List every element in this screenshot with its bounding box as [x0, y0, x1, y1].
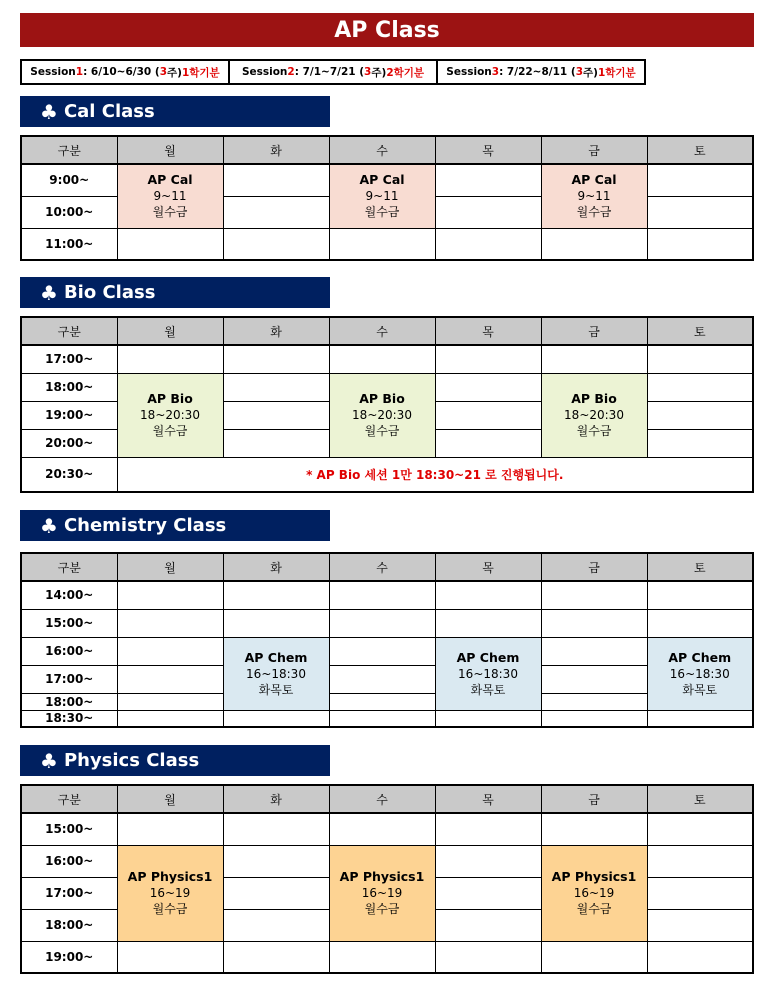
empty-cell [647, 845, 753, 877]
header-wed: 수 [329, 136, 435, 164]
class-days: 화목토 [258, 682, 294, 697]
empty-cell [647, 813, 753, 845]
empty-cell [647, 401, 753, 429]
empty-cell [117, 941, 223, 973]
class-hours: 16~19 [361, 886, 403, 900]
empty-cell [647, 581, 753, 609]
session-3 [436, 61, 644, 83]
empty-cell [117, 710, 223, 727]
table-row [21, 581, 753, 609]
class-name: AP Cal [359, 172, 405, 188]
empty-cell [541, 693, 647, 710]
header-wed: 수 [329, 553, 435, 581]
empty-cell [223, 228, 329, 260]
empty-cell [541, 941, 647, 973]
bio-schedule-table [20, 316, 754, 493]
empty-cell [117, 609, 223, 637]
time-cell: 10:00~ [21, 196, 117, 228]
cal-schedule-table [20, 135, 754, 261]
table-header-row [21, 136, 753, 164]
club-icon: ♣ [40, 513, 58, 538]
class-name: AP Physics1 [551, 869, 637, 884]
table-row [21, 637, 753, 665]
section-title-text: Physics Class [63, 750, 200, 771]
empty-cell [223, 941, 329, 973]
class-days: 월수금 [364, 205, 400, 220]
class-days: 월수금 [152, 902, 188, 916]
class-days: 월수금 [576, 205, 612, 220]
empty-cell [647, 345, 753, 373]
class-name: AP Cal [147, 172, 193, 188]
header-fri: 금 [541, 136, 647, 164]
session-semester: 2학기분 [386, 66, 425, 79]
time-cell: 17:00~ [21, 665, 117, 693]
empty-cell [647, 196, 753, 228]
class-block-mon [117, 373, 223, 457]
empty-cell [541, 609, 647, 637]
class-block-wed [329, 164, 435, 228]
empty-cell [647, 373, 753, 401]
empty-cell [435, 877, 541, 909]
class-hours: 16~18:30 [669, 666, 730, 681]
class-block-mon [117, 845, 223, 941]
empty-cell [435, 845, 541, 877]
section-title-cal [20, 96, 330, 127]
empty-cell [329, 637, 435, 665]
table-row [21, 665, 753, 693]
empty-cell [223, 373, 329, 401]
header-fri: 금 [541, 317, 647, 345]
session-weeks: 3 [575, 66, 584, 78]
chem-schedule-table [20, 552, 754, 728]
class-block-fri [541, 373, 647, 457]
empty-cell [329, 581, 435, 609]
section-title-text: Bio Class [63, 282, 156, 303]
table-row [21, 373, 753, 401]
class-name: AP Chem [668, 649, 732, 665]
empty-cell [435, 196, 541, 228]
header-mon: 월 [117, 317, 223, 345]
empty-cell [329, 228, 435, 260]
section-title-bio [20, 277, 330, 308]
empty-cell [117, 228, 223, 260]
session-semester: 1학기분 [597, 66, 636, 79]
empty-cell [223, 609, 329, 637]
empty-cell [647, 228, 753, 260]
header-category: 구분 [21, 136, 117, 164]
empty-cell [117, 665, 223, 693]
table-row [21, 228, 753, 260]
header-sat: 토 [647, 136, 753, 164]
empty-cell [435, 609, 541, 637]
empty-cell [435, 373, 541, 401]
class-days: 화목토 [682, 682, 718, 697]
class-hours: 9~11 [365, 189, 399, 204]
table-row [21, 845, 753, 877]
header-tue: 화 [223, 553, 329, 581]
empty-cell [647, 164, 753, 196]
header-tue: 화 [223, 785, 329, 813]
empty-cell [117, 637, 223, 665]
class-block-mon [117, 164, 223, 228]
bio-session-note: * AP Bio 세션 1만 18:30~21 로 진행됩니다. [117, 457, 753, 492]
section-title-phys [20, 745, 330, 776]
header-sat: 토 [647, 553, 753, 581]
empty-cell [329, 609, 435, 637]
empty-cell [329, 813, 435, 845]
time-cell: 18:00~ [21, 909, 117, 941]
empty-cell [435, 581, 541, 609]
session-range: : 7/1~7/21 ( [294, 66, 365, 78]
empty-cell [223, 909, 329, 941]
session-label: Session [446, 66, 492, 78]
time-cell: 19:00~ [21, 941, 117, 973]
session-weeks-unit: 주) [583, 66, 598, 79]
empty-cell [647, 941, 753, 973]
class-days: 월수금 [152, 424, 188, 438]
header-tue: 화 [223, 136, 329, 164]
section-title-chem [20, 510, 330, 541]
empty-cell [647, 429, 753, 457]
class-hours: 9~11 [577, 189, 611, 204]
empty-cell [223, 401, 329, 429]
header-sat: 토 [647, 317, 753, 345]
class-hours: 16~18:30 [458, 666, 518, 681]
empty-cell [541, 813, 647, 845]
club-icon: ♣ [40, 99, 58, 124]
table-row [21, 813, 753, 845]
session-bar [20, 59, 646, 85]
empty-cell [223, 429, 329, 457]
empty-cell [435, 228, 541, 260]
empty-cell [541, 345, 647, 373]
session-weeks-unit: 주) [371, 66, 387, 79]
phys-schedule-table [20, 784, 754, 974]
empty-cell [223, 345, 329, 373]
time-cell: 11:00~ [21, 228, 117, 260]
header-wed: 수 [329, 317, 435, 345]
header-wed: 수 [329, 785, 435, 813]
empty-cell [435, 429, 541, 457]
table-row [21, 457, 753, 492]
session-semester: 1학기분 [181, 66, 220, 79]
empty-cell [647, 609, 753, 637]
time-cell: 17:00~ [21, 877, 117, 909]
time-cell: 16:00~ [21, 637, 117, 665]
header-thu: 목 [435, 785, 541, 813]
empty-cell [223, 813, 329, 845]
class-name: AP Bio [147, 391, 193, 406]
time-cell: 19:00~ [21, 401, 117, 429]
club-icon: ♣ [40, 280, 58, 305]
empty-cell [223, 164, 329, 196]
time-cell: 20:00~ [21, 429, 117, 457]
time-cell: 15:00~ [21, 609, 117, 637]
class-block-sat [647, 637, 753, 710]
header-mon: 월 [117, 553, 223, 581]
session-number: 2 [287, 66, 295, 78]
class-block-wed [329, 845, 435, 941]
empty-cell [117, 693, 223, 710]
table-row [21, 693, 753, 710]
class-name: AP Physics1 [339, 869, 425, 884]
class-days: 월수금 [364, 424, 400, 438]
session-number: 3 [491, 66, 500, 78]
empty-cell [117, 345, 223, 373]
empty-cell [329, 693, 435, 710]
empty-cell [647, 710, 753, 727]
empty-cell [435, 164, 541, 196]
class-name: AP Chem [456, 649, 520, 665]
header-category: 구분 [21, 317, 117, 345]
class-block-thu [435, 637, 541, 710]
time-cell: 16:00~ [21, 845, 117, 877]
time-cell: 9:00~ [21, 164, 117, 196]
table-header-row [21, 785, 753, 813]
table-row [21, 941, 753, 973]
empty-cell [647, 877, 753, 909]
empty-cell [223, 196, 329, 228]
class-hours: 9~11 [153, 189, 187, 204]
class-hours: 18~20:30 [564, 408, 624, 422]
header-tue: 화 [223, 317, 329, 345]
empty-cell [541, 710, 647, 727]
empty-cell [223, 710, 329, 727]
header-thu: 목 [435, 136, 541, 164]
page-title: AP Class [20, 13, 754, 47]
header-fri: 금 [541, 553, 647, 581]
class-days: 월수금 [364, 902, 400, 916]
time-cell: 17:00~ [21, 345, 117, 373]
empty-cell [223, 845, 329, 877]
empty-cell [435, 909, 541, 941]
class-block-fri [541, 164, 647, 228]
class-hours: 16~19 [573, 886, 615, 900]
section-title-text: Chemistry Class [63, 515, 227, 536]
class-name: AP Cal [571, 172, 617, 188]
header-mon: 월 [117, 785, 223, 813]
session-weeks-unit: 주) [167, 66, 182, 79]
empty-cell [541, 581, 647, 609]
empty-cell [435, 401, 541, 429]
class-block-fri [541, 845, 647, 941]
empty-cell [541, 228, 647, 260]
empty-cell [329, 345, 435, 373]
time-cell: 18:00~ [21, 373, 117, 401]
table-row [21, 710, 753, 727]
header-thu: 목 [435, 317, 541, 345]
session-weeks: 3 [159, 66, 168, 78]
class-hours: 18~20:30 [352, 408, 412, 422]
session-range: : 7/22~8/11 ( [499, 66, 576, 78]
time-cell: 18:00~ [21, 693, 117, 710]
session-2 [228, 61, 436, 83]
class-days: 월수금 [576, 424, 612, 438]
session-label: Session [241, 66, 288, 78]
class-hours: 18~20:30 [140, 408, 200, 422]
empty-cell [329, 941, 435, 973]
empty-cell [435, 813, 541, 845]
session-label: Session [30, 66, 76, 78]
class-days: 월수금 [152, 205, 188, 220]
class-name: AP Chem [244, 649, 308, 665]
class-days: 화목토 [470, 682, 506, 697]
empty-cell [435, 941, 541, 973]
class-days: 월수금 [576, 902, 612, 916]
class-name: AP Bio [571, 391, 617, 406]
empty-cell [223, 877, 329, 909]
empty-cell [329, 710, 435, 727]
empty-cell [117, 813, 223, 845]
class-block-wed [329, 373, 435, 457]
time-cell: 15:00~ [21, 813, 117, 845]
time-cell: 20:30~ [21, 457, 117, 492]
session-number: 1 [75, 66, 84, 78]
session-range: : 6/10~6/30 ( [83, 66, 160, 78]
header-thu: 목 [435, 553, 541, 581]
empty-cell [541, 665, 647, 693]
header-sat: 토 [647, 785, 753, 813]
header-category: 구분 [21, 553, 117, 581]
class-block-tue [223, 637, 329, 710]
table-row [21, 164, 753, 196]
time-cell: 18:30~ [21, 710, 117, 727]
header-fri: 금 [541, 785, 647, 813]
class-hours: 16~18:30 [246, 666, 306, 681]
table-header-row [21, 553, 753, 581]
class-hours: 16~19 [149, 886, 191, 900]
class-name: AP Physics1 [127, 869, 213, 884]
empty-cell [435, 345, 541, 373]
section-title-text: Cal Class [63, 101, 155, 122]
table-row [21, 609, 753, 637]
empty-cell [223, 581, 329, 609]
empty-cell [117, 581, 223, 609]
table-row [21, 345, 753, 373]
header-category: 구분 [21, 785, 117, 813]
club-icon: ♣ [40, 748, 58, 773]
header-mon: 월 [117, 136, 223, 164]
empty-cell [435, 710, 541, 727]
time-cell: 14:00~ [21, 581, 117, 609]
session-weeks: 3 [364, 66, 372, 78]
table-header-row [21, 317, 753, 345]
session-1 [22, 61, 228, 83]
empty-cell [541, 637, 647, 665]
empty-cell [647, 909, 753, 941]
empty-cell [329, 665, 435, 693]
class-name: AP Bio [359, 391, 405, 406]
